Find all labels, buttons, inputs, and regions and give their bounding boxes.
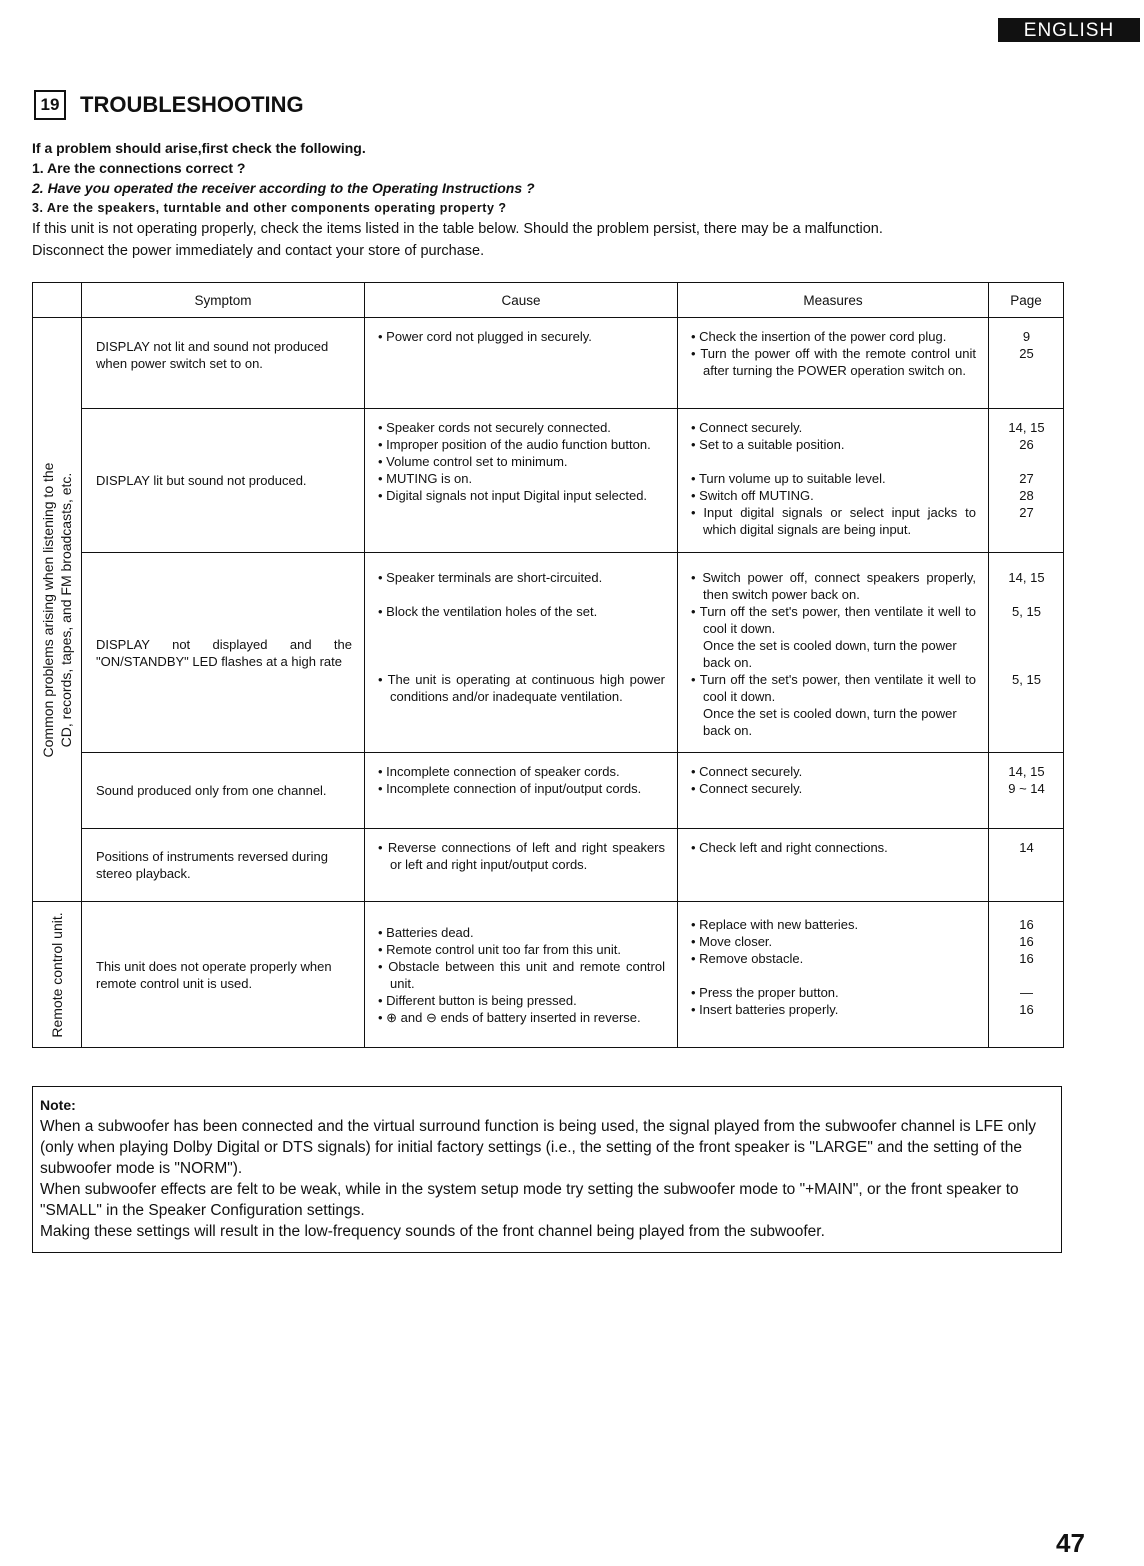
page-ref: 9 ~ 14 xyxy=(1008,781,1045,796)
symptom-text: DISPLAY lit but sound not produced. xyxy=(96,473,307,488)
cause-item: • Remote control unit too far from this unit. xyxy=(378,941,665,958)
symptom-text: Positions of instruments reversed during stereo playback. xyxy=(96,849,328,881)
symptom-text: DISPLAY not displayed and the "ON/STANDBY" LED flashes at a high rate xyxy=(96,636,352,669)
intro-line: If a problem should arise,first check the following. xyxy=(32,140,366,156)
cause-cell xyxy=(365,902,678,1048)
table-header-row xyxy=(33,283,1064,318)
page-ref: 26 xyxy=(1019,437,1034,452)
header-page: Page xyxy=(989,283,1064,318)
page-ref: 27 xyxy=(1019,505,1034,520)
intro-check-1: 1. Are the connections correct ? xyxy=(32,160,246,176)
intro-check-3: 3. Are the speakers, turntable and other components operating property ? xyxy=(32,201,507,215)
page-title: TROUBLESHOOTING xyxy=(80,92,304,117)
table-row xyxy=(33,409,1064,553)
intro-text: If this unit is not operating properly, check the items listed in the table below. Should the problem persist, there may be a malfunction. xyxy=(32,221,883,237)
page-ref: 16 xyxy=(1019,1002,1034,1017)
intro xyxy=(32,138,1112,262)
cause-item: • Reverse connections of left and right speakers or left and right input/output cords. xyxy=(378,839,665,873)
cause-cell xyxy=(365,829,678,902)
symptom-cell xyxy=(82,318,365,409)
page-ref: 9 xyxy=(1022,329,1031,344)
cause-item: • The unit is operating at continuous high power conditions and/or inadequate ventilation. xyxy=(378,671,665,705)
page-cell xyxy=(989,902,1064,1048)
note-paragraph: Making these settings will result in the low-frequency sounds of the front channel being played from the subwoofer. xyxy=(40,1223,825,1240)
page-ref: 14, 15 xyxy=(1008,764,1045,779)
cause-item: • Digital signals not input Digital input selected. xyxy=(378,487,665,504)
measure-item: • Connect securely. xyxy=(691,763,976,780)
measure-item: • Set to a suitable position. xyxy=(691,436,976,453)
header-cause: Cause xyxy=(365,283,678,318)
group-label-common xyxy=(33,318,82,902)
table-row xyxy=(33,829,1064,902)
measure-item: • Connect securely. xyxy=(691,419,976,436)
symptom-cell xyxy=(82,902,365,1048)
table-row xyxy=(33,553,1064,753)
page-ref: 5, 15 xyxy=(1012,604,1041,619)
page-ref: 27 xyxy=(1019,471,1034,486)
language-tab: ENGLISH xyxy=(998,18,1140,42)
measure-item: • Move closer. xyxy=(691,933,976,950)
page-ref: 16 xyxy=(1019,917,1034,932)
cause-item: • Power cord not plugged in securely. xyxy=(378,328,665,345)
troubleshooting-table xyxy=(32,282,1064,1048)
page-cell xyxy=(989,829,1064,902)
measure-item: • Check left and right connections. xyxy=(691,839,976,856)
table-row xyxy=(33,318,1064,409)
measure-item: • Turn the power off with the remote control unit after turning the POWER operation switch on. xyxy=(691,345,976,379)
section-number: 19 xyxy=(34,90,66,120)
cause-item: • Different button is being pressed. xyxy=(378,992,665,1009)
page-cell xyxy=(989,409,1064,553)
measure-item: Once the set is cooled down, turn the power back on. xyxy=(703,706,957,738)
cause-cell xyxy=(365,409,678,553)
note-box xyxy=(32,1086,1062,1253)
cause-item: • Obstacle between this unit and remote control unit. xyxy=(378,958,665,992)
measure-item: • Input digital signals or select input jacks to which digital signals are being input. xyxy=(691,504,976,538)
cause-item: • Speaker terminals are short-circuited. xyxy=(378,569,665,586)
symptom-cell xyxy=(82,553,365,753)
symptom-cell xyxy=(82,829,365,902)
header-symptom: Symptom xyxy=(82,283,365,318)
measures-cell xyxy=(678,318,989,409)
cause-item: • Speaker cords not securely connected. xyxy=(378,419,665,436)
table-row xyxy=(33,753,1064,829)
measure-item: Once the set is cooled down, turn the power back on. xyxy=(703,638,957,670)
symptom-text: DISPLAY not lit and sound not produced when power switch set to on. xyxy=(96,339,329,371)
measure-item: • Turn volume up to suitable level. xyxy=(691,470,976,487)
group-label-line: Common problems arising when listening to the xyxy=(40,462,56,757)
group-label-line: CD, records, tapes, and FM broadcasts, etc. xyxy=(58,472,74,747)
page-cell xyxy=(989,753,1064,829)
cause-item: • Improper position of the audio function button. xyxy=(378,436,665,453)
measure-item: • Check the insertion of the power cord plug. xyxy=(691,328,976,345)
symptom-text: Sound produced only from one channel. xyxy=(96,783,327,798)
measures-cell xyxy=(678,553,989,753)
page-ref: — xyxy=(1020,985,1033,1000)
header-measures: Measures xyxy=(678,283,989,318)
page-ref: 14, 15 xyxy=(1008,570,1045,585)
note-paragraph: When a subwoofer has been connected and the virtual surround function is being used, the signal played from the subwoofer channel is LFE only (only when playing Dolby Digital or DTS signals) for initial factory settings (i.e., the setting of the front speaker is "LARGE" and the setting of the subwoofer mode is "NORM"). xyxy=(40,1118,1037,1177)
cause-item: • Batteries dead. xyxy=(378,924,665,941)
symptom-cell xyxy=(82,409,365,553)
symptom-text: This unit does not operate properly when remote control unit is used. xyxy=(96,958,332,991)
page-ref: 14 xyxy=(1019,840,1034,855)
measures-cell xyxy=(678,902,989,1048)
group-label-line: Remote control unit. xyxy=(49,911,65,1038)
note-paragraph: When subwoofer effects are felt to be weak, while in the system setup mode try setting the subwoofer mode to "+MAIN", or the front speaker to "SMALL" in the Speaker Configuration settings. xyxy=(40,1181,1019,1219)
page-cell xyxy=(989,318,1064,409)
measure-item: • Switch off MUTING. xyxy=(691,487,976,504)
page-cell xyxy=(989,553,1064,753)
page-ref: 25 xyxy=(1019,346,1034,361)
page-number: 47 xyxy=(1056,1528,1085,1558)
measures-cell xyxy=(678,753,989,829)
cause-item: • Block the ventilation holes of the set. xyxy=(378,603,665,620)
cause-item: • MUTING is on. xyxy=(378,470,665,487)
section-heading xyxy=(34,90,304,120)
cause-item: • ⊕ and ⊖ ends of battery inserted in reverse. xyxy=(378,1009,665,1026)
page-ref: 16 xyxy=(1019,951,1034,966)
measures-cell xyxy=(678,409,989,553)
measure-item: • Press the proper button. xyxy=(691,984,976,1001)
measures-cell xyxy=(678,829,989,902)
group-label-remote xyxy=(33,902,82,1048)
symptom-cell xyxy=(82,753,365,829)
header-group xyxy=(33,283,82,318)
cause-cell xyxy=(365,753,678,829)
measure-item: • Switch power off, connect speakers properly, then switch power back on. xyxy=(691,569,976,603)
measure-item: • Insert batteries properly. xyxy=(691,1001,976,1018)
measure-item: • Replace with new batteries. xyxy=(691,916,976,933)
cause-item: • Incomplete connection of speaker cords. xyxy=(378,763,665,780)
page-ref: 16 xyxy=(1019,934,1034,949)
cause-item: • Volume control set to minimum. xyxy=(378,453,665,470)
cause-cell xyxy=(365,318,678,409)
page-ref: 5, 15 xyxy=(1012,672,1041,687)
measure-item: • Turn off the set's power, then ventilate it well to cool it down. xyxy=(691,603,976,637)
cause-item: • Incomplete connection of input/output cords. xyxy=(378,780,665,797)
cause-cell xyxy=(365,553,678,753)
intro-text: Disconnect the power immediately and contact your store of purchase. xyxy=(32,243,485,259)
page-ref: 28 xyxy=(1019,488,1034,503)
measure-item: • Remove obstacle. xyxy=(691,950,976,967)
measure-item: • Connect securely. xyxy=(691,780,976,797)
table-row xyxy=(33,902,1064,1048)
intro-check-2: 2. Have you operated the receiver according to the Operating Instructions ? xyxy=(32,180,535,196)
note-title: Note: xyxy=(40,1097,76,1113)
measure-item: • Turn off the set's power, then ventilate it well to cool it down. xyxy=(691,671,976,705)
page-ref: 14, 15 xyxy=(1008,420,1045,435)
